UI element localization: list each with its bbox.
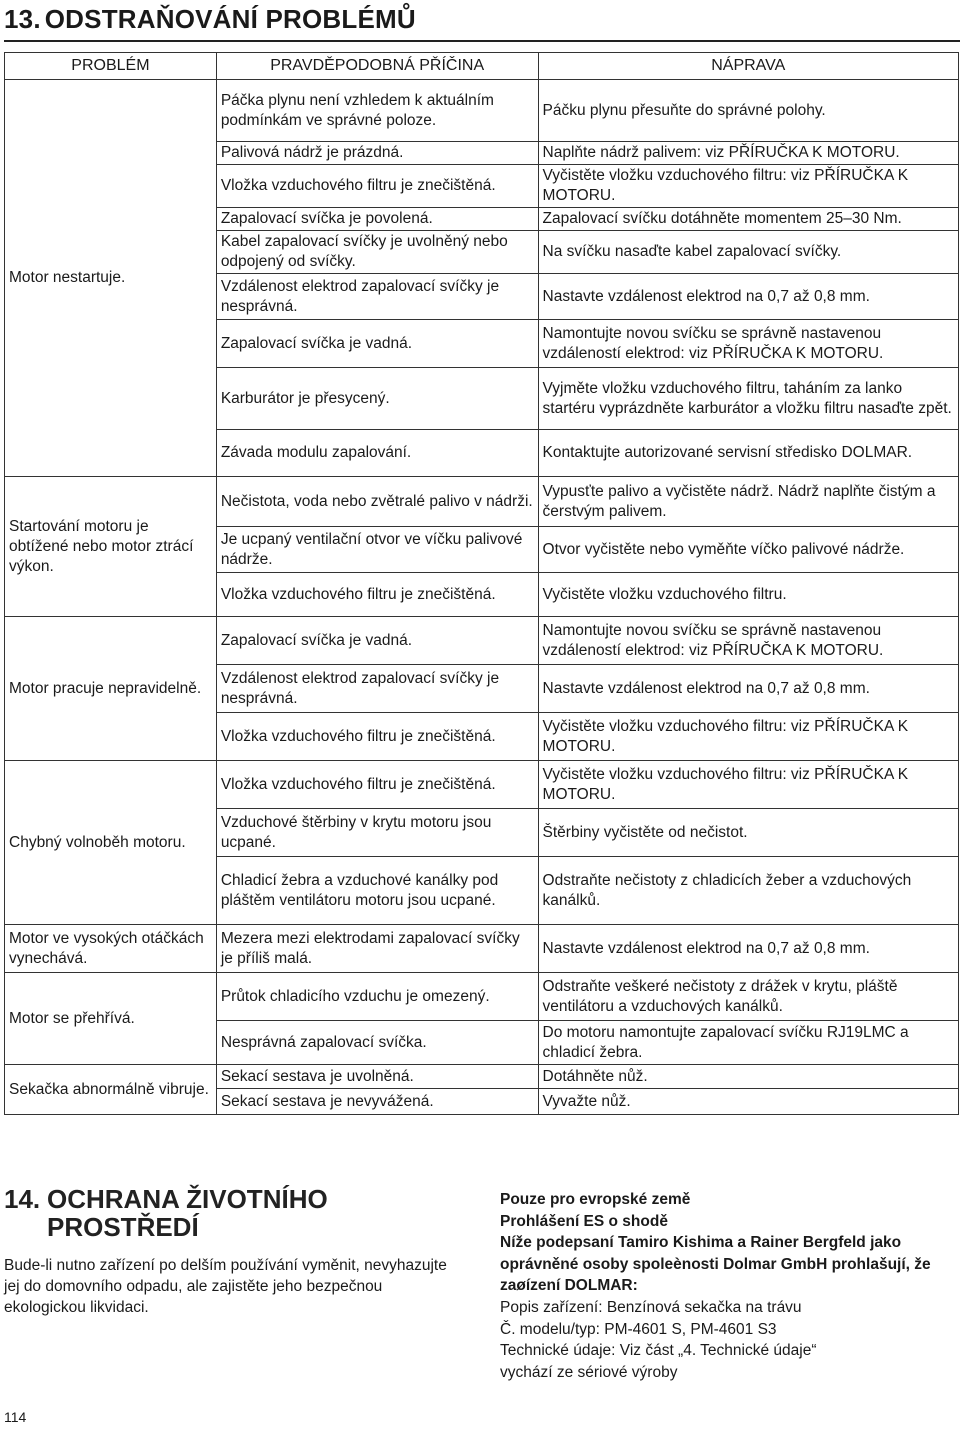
- cause-cell: Průtok chladicího vzduchu je omezený.: [216, 973, 538, 1021]
- cause-cell: Závada modulu zapalování.: [216, 430, 538, 477]
- remedy-cell: Vyčistěte vložku vzduchového filtru: viz PŘÍRUČKA K MOTORU.: [538, 761, 958, 809]
- table-row: [5, 1065, 959, 1089]
- remedy-cell: Vypusťte palivo a vyčistěte nádrž. Nádrž naplňte čistým a čerstvým palivem.: [538, 477, 958, 527]
- problem-cell: Sekačka abnormálně vibruje.: [5, 1065, 217, 1115]
- cause-cell: Je ucpaný ventilační otvor ve víčku palivové nádrže.: [216, 527, 538, 573]
- table-row: [5, 617, 959, 665]
- declaration-line-6: Technické údaje: Viz část „4. Technické údaje“: [500, 1342, 817, 1360]
- section-14-body: Bude-li nutno zařízení po delším používání vyměnit, nevyhazujte jej do domovního odpadu, ale zajistěte jeho bezpečnou ekologickou likvidaci.: [4, 1257, 447, 1316]
- troubleshooting-table: [4, 52, 959, 1115]
- cause-cell: Sekací sestava je uvolněná.: [216, 1065, 538, 1089]
- table-row: [5, 80, 959, 142]
- header-problem: PROBLÉM: [5, 53, 217, 80]
- problem-cell: Motor se přehřívá.: [5, 973, 217, 1065]
- cause-cell: Páčka plynu není vzhledem k aktuálním podmínkám ve správné poloze.: [216, 80, 538, 142]
- remedy-cell: Vyčistěte vložku vzduchového filtru: viz PŘÍRUČKA K MOTORU.: [538, 713, 958, 761]
- declaration-line-5: Č. modelu/typ: PM-4601 S, PM-4601 S3: [500, 1320, 777, 1338]
- remedy-cell: Na svíčku nasaďte kabel zapalovací svíčky.: [538, 231, 958, 274]
- remedy-cell: Kontaktujte autorizované servisní středisko DOLMAR.: [538, 430, 958, 477]
- cause-cell: Zapalovací svíčka je vadná.: [216, 617, 538, 665]
- problem-cell: Motor pracuje nepravidelně.: [5, 617, 217, 761]
- section-14-title-line1: OCHRANA ŽIVOTNÍHO: [47, 1184, 328, 1214]
- declaration-line-2: Prohlášení ES o shodě: [500, 1212, 668, 1230]
- table-body: [5, 80, 959, 1115]
- cause-cell: Vzdálenost elektrod zapalovací svíčky je nesprávná.: [216, 665, 538, 713]
- remedy-cell: Nastavte vzdálenost elektrod na 0,7 až 0,8 mm.: [538, 665, 958, 713]
- cause-cell: Kabel zapalovací svíčky je uvolněný nebo odpojený od svíčky.: [216, 231, 538, 274]
- section-14-heading: [4, 1185, 464, 1241]
- remedy-cell: Vyvažte nůž.: [538, 1089, 958, 1115]
- section-14: [4, 1185, 464, 1318]
- declaration-line-1: Pouze pro evropské země: [500, 1191, 691, 1208]
- cause-cell: Nečistota, voda nebo zvětralé palivo v nádrži.: [216, 477, 538, 527]
- header-remedy: NÁPRAVA: [538, 53, 958, 80]
- remedy-cell: Namontujte novou svíčku se správně nastavenou vzdáleností elektrod: viz PŘÍRUČKA K MOTORU.: [538, 320, 958, 368]
- remedy-cell: Odstraňte nečistoty z chladicích žeber a vzduchových kanálků.: [538, 857, 958, 925]
- declaration-line-7: vychází ze sériové výroby: [500, 1363, 678, 1381]
- section-13-heading: [4, 4, 416, 35]
- cause-cell: Vzdálenost elektrod zapalovací svíčky je nesprávná.: [216, 274, 538, 320]
- header-cause: PRAVDĚPODOBNÁ PŘÍČINA: [216, 53, 538, 80]
- section-13-number: 13.: [4, 4, 41, 34]
- remedy-cell: Nastavte vzdálenost elektrod na 0,7 až 0,8 mm.: [538, 274, 958, 320]
- remedy-cell: Naplňte nádrž palivem: viz PŘÍRUČKA K MOTORU.: [538, 142, 958, 165]
- cause-cell: Vzduchové štěrbiny v krytu motoru jsou ucpané.: [216, 809, 538, 857]
- cause-cell: Nesprávná zapalovací svíčka.: [216, 1021, 538, 1065]
- cause-cell: Vložka vzduchového filtru je znečištěná.: [216, 165, 538, 208]
- section-14-number: 14.: [4, 1184, 41, 1214]
- section-14-title-line2: PROSTŘEDÍ: [47, 1212, 199, 1242]
- table-row: [5, 973, 959, 1021]
- cause-cell: Zapalovací svíčka je vadná.: [216, 320, 538, 368]
- cause-cell: Sekací sestava je nevyvážená.: [216, 1089, 538, 1115]
- remedy-cell: Namontujte novou svíčku se správně nastavenou vzdáleností elektrod: viz PŘÍRUČKA K MOTORU.: [538, 617, 958, 665]
- ec-declaration: [500, 1189, 955, 1383]
- remedy-cell: Odstraňte veškeré nečistoty z drážek v krytu, pláště ventilátoru a vzduchových kanálků.: [538, 973, 958, 1021]
- cause-cell: Chladicí žebra a vzduchové kanálky pod pláštěm ventilátoru motoru jsou ucpané.: [216, 857, 538, 925]
- problem-cell: Startování motoru je obtížené nebo motor ztrácí výkon.: [5, 477, 217, 617]
- declaration-line-3: Níže podepsaní Tamiro Kishima a Rainer Bergfeld jako oprávněné osoby spoleènosti Dolmar GmbH prohlašují, že zaøízení DOLMAR:: [500, 1234, 931, 1295]
- section-13-title: ODSTRAŇOVÁNÍ PROBLÉMŮ: [44, 4, 416, 34]
- table-header-row: [5, 53, 959, 80]
- cause-cell: Vložka vzduchového filtru je znečištěná.: [216, 713, 538, 761]
- heading-rule: [4, 40, 960, 42]
- table-row: [5, 761, 959, 809]
- cause-cell: Vložka vzduchového filtru je znečištěná.: [216, 761, 538, 809]
- table-row: [5, 925, 959, 973]
- remedy-cell: Dotáhněte nůž.: [538, 1065, 958, 1089]
- remedy-cell: Nastavte vzdálenost elektrod na 0,7 až 0,8 mm.: [538, 925, 958, 973]
- declaration-line-4: Popis zařízení: Benzínová sekačka na trávu: [500, 1298, 802, 1316]
- remedy-cell: Páčku plynu přesuňte do správné polohy.: [538, 80, 958, 142]
- cause-cell: Karburátor je přesycený.: [216, 368, 538, 430]
- cause-cell: Zapalovací svíčka je povolená.: [216, 208, 538, 231]
- remedy-cell: Do motoru namontujte zapalovací svíčku RJ19LMC a chladicí žebra.: [538, 1021, 958, 1065]
- page-number: 114: [4, 1409, 27, 1425]
- remedy-cell: Vyčistěte vložku vzduchového filtru: viz PŘÍRUČKA K MOTORU.: [538, 165, 958, 208]
- remedy-cell: Štěrbiny vyčistěte od nečistot.: [538, 809, 958, 857]
- cause-cell: Mezera mezi elektrodami zapalovací svíčky je příliš malá.: [216, 925, 538, 973]
- cause-cell: Palivová nádrž je prázdná.: [216, 142, 538, 165]
- problem-cell: Motor ve vysokých otáčkách vynechává.: [5, 925, 217, 973]
- remedy-cell: Vyjměte vložku vzduchového filtru, taháním za lanko startéru vyprázdněte karburátor a vložku filtru nasaďte zpět.: [538, 368, 958, 430]
- remedy-cell: Zapalovací svíčku dotáhněte momentem 25–30 Nm.: [538, 208, 958, 231]
- problem-cell: Motor nestartuje.: [5, 80, 217, 477]
- cause-cell: Vložka vzduchového filtru je znečištěná.: [216, 573, 538, 617]
- remedy-cell: Vyčistěte vložku vzduchového filtru.: [538, 573, 958, 617]
- table-row: [5, 477, 959, 527]
- remedy-cell: Otvor vyčistěte nebo vyměňte víčko palivové nádrže.: [538, 527, 958, 573]
- problem-cell: Chybný volnoběh motoru.: [5, 761, 217, 925]
